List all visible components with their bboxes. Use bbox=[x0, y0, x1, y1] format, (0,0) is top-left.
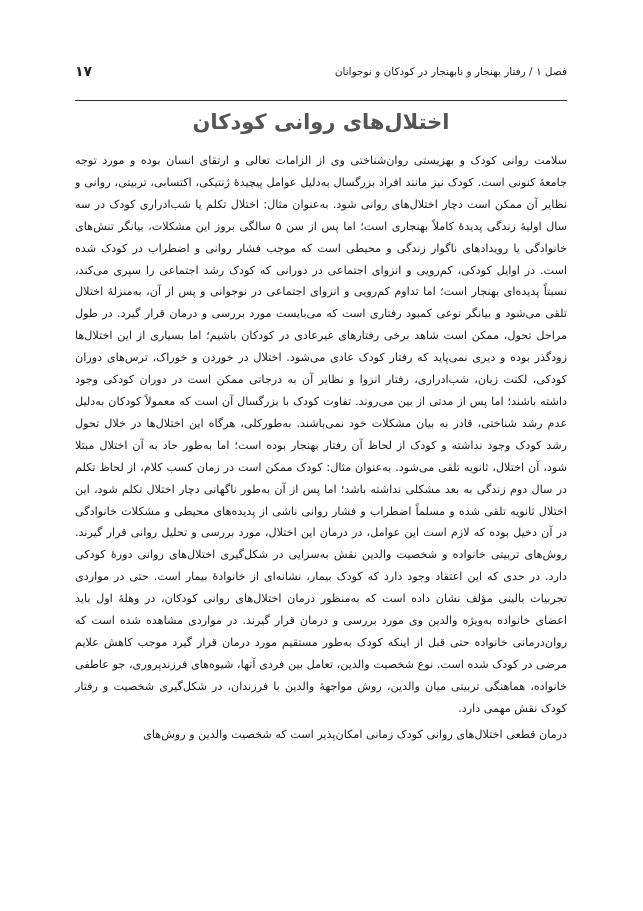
paragraph-1: سلامت روانی کودک و بهزیستی روان‌شناختی وی از الزامات تعالی و ارتقای انسان بوده و مورد توجه جامعهٔ کنونی است. کودک نیز مانند افراد بزرگسال به‌دلیل عوامل پیچیدهٔ ژنتیکی، اکتسابی، تربیتی، روانی و نظایر آن ممکن است دچار اختلال‌های روانی شود. به‌عنوان مثال: اختلال تکلم یا شب‌ادراری کودک در سه سال اولیهٔ زندگی پدیدهٔ کاملاً بهنجاری است؛ اما پس از سن ۵ سالگی بروز این مشکلات، بیانگر تنش‌های خانوادگی یا رویدادهای ناگوار زندگی و محیطی است که موجب فشار روانی و اضطراب در کودک شده است. در اوایل کودکی، کم‌رویی و انزوای اجتماعی در دورانی که کودک رشد اجتماعی را سپری می‌کند، نسبتاً پدیده‌ای بهنجار است؛ اما تداوم کم‌رویی و انزوای اجتماعی در نوجوانی و پس از آن، به‌منزلهٔ اختلال تلقی می‌شود و بیانگر نوعی کمبود رفتاری است که می‌بایست مورد بررسی و درمان قرار گیرد. در طول مراحل تحول، ممکن است شاهد برخی رفتارهای غیرعادی در کودکان باشیم؛ اما بسیاری از این اختلال‌ها زودگذر بوده و دیری نمی‌پاید که رفتار کودک عادی می‌شود. اختلال در خوردن و خوراک، ترس‌های دوران کودکی، لکنت زبان، شب‌ادراری، رفتار انزوا و نظایر آن به درجاتی ممکن است در دوران کودکی وجود داشته باشند؛ اما پس از مدتی از بین می‌روند. تفاوت کودک با بزرگسال آن است که معمولاً کودکان به‌دلیل عدم رشد شناختی، قادر به بیان مشکلات خود نمی‌باشند. به‌طورکلی، هرگاه این اختلال‌ها در خلال تحول رشد کودک وجود نداشته و کودک از لحاظ آن رفتار بهنجار بوده است؛ اما به‌طور حاد به آن اختلال مبتلا شود، آن اختلال، ثانویه تلقی می‌شود. به‌عنوان مثال: کودک ممکن است در زمان کسب کلام، از لحاظ تکلم در سال دوم زندگی به بعد مشکلی نداشته باشد؛ اما پس از آن به‌طور ناگهانی دچار اختلال تکلم شود، این اختلال ثانویه تلقی شده و مسلماً اضطراب و فشار روانی ناشی از پدیده‌های محیطی و مشکلات خانوادگی در آن دخیل بوده که لازم است این عوامل، در درمان این اختلال، مورد بررسی و تحلیل روانی قرار گیرند. روش‌های تربیتی خانواده و شخصیت والدین نقش به‌سزایی در شکل‌گیری اختلال‌های روانی دورهٔ کودکی دارد. در حدی که این اعتقاد وجود دارد که کودک بیمار، نشانه‌ای از خانوادهٔ بیمار است. حتی در مواردی تجربیات بالینی مؤلف نشان داده است که به‌منظور درمان اختلال‌های روانی کودکان، در وهلهٔ اول باید اعضای خانواده به‌ویژه والدین وی مورد بررسی و درمان قرار گیرند. در مواردی مشاهده شده است که روان‌درمانی خانواده حتی قبل از اینکه کودک به‌طور مستقیم مورد درمان قرار گیرد موجب کاهش علایم مرضی در کودک شده است. نوع شخصیت والدین، تعامل بین فردی آنها، شیوه‌های فرزندپروری، جو عاطفی خانواده، هماهنگی تربیتی میان والدین، روش مواجههٔ والدین با فرزندان، در شکل‌گیری شخصیت و رفتار کودک نقش مهمی دارد. bbox=[75, 154, 567, 715]
page-header bbox=[75, 64, 567, 86]
body-text bbox=[75, 150, 567, 745]
header-rule bbox=[75, 100, 567, 101]
paragraph-2: درمان قطعی اختلال‌های روانی کودک زمانی امکان‌پذیر است که شخصیت والدین و روش‌های bbox=[143, 727, 567, 741]
running-title: فصل ۱ / رفتار بهنجار و نابهنجار در کودکان و نوجوانان bbox=[334, 66, 567, 78]
section-title: اختلال‌های روانی کودکان bbox=[192, 110, 450, 134]
page-number: ۱۷ bbox=[75, 64, 93, 80]
